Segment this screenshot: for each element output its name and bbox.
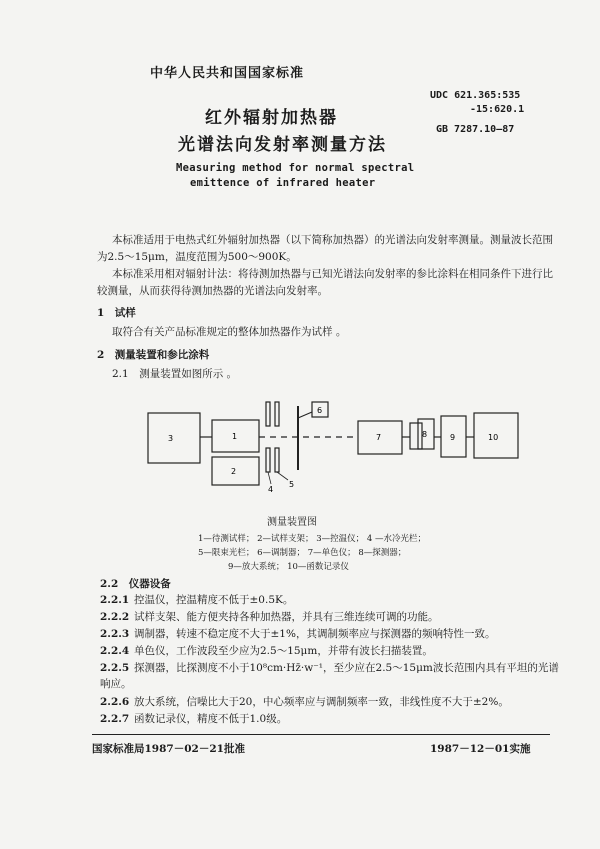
issuing-agency: 中华人民共和国国家标准	[150, 66, 305, 81]
section-1-text: 取符合有关产品标准规定的整体加热器作为试样 。	[112, 326, 347, 338]
equipment-item	[100, 643, 433, 658]
section-2-2-heading: 2.2 仪器设备	[100, 578, 171, 590]
diagram-label-1: 1	[232, 432, 238, 441]
english-title-line-1: Measuring method for normal spectral	[176, 162, 415, 174]
section-1-heading: 1 试样	[97, 307, 136, 319]
item-text: 试样支架、能方便夹持各种加热器，并具有三维连续可调的功能。	[134, 611, 439, 623]
udc-code-line-1: UDC 621.365:535	[430, 90, 521, 101]
item-text: 探测器，比探测度不小于10⁸cm·Hz̄·w⁻¹，至少应在2.5～15μm波长范围内具有平坦的光谱	[134, 662, 559, 674]
equipment-item	[100, 660, 559, 675]
diagram-label-8: 8	[422, 430, 428, 439]
equipment-item	[100, 626, 495, 641]
gb-standard-number: GB 7287.10—87	[436, 124, 515, 135]
footer-divider	[92, 734, 550, 735]
equipment-item	[100, 609, 439, 624]
diagram-label-10: 10	[488, 433, 499, 442]
equipment-item-continuation: 响应。	[100, 678, 132, 690]
intro-paragraph-2-line-1: 本标准采用相对辐射计法：将待测加热器与已知光谱法向发射率的参比涂料在相同条件下进行比	[112, 268, 553, 280]
title-line-2: 光谱法向发射率测量方法	[178, 135, 387, 155]
diagram-legend-line-2: 5—限束光栏； 6—调制器； 7—单色仪； 8—探测器；	[198, 548, 407, 558]
water-cooled-stop-upper	[266, 402, 270, 426]
item-text: 单色仪，工作波段至少应为2.5～15μm，并带有波长扫描装置。	[134, 645, 433, 657]
item-number: 2.2.2	[100, 611, 130, 623]
approval-date: 国家标准局1987－02－21批准	[92, 743, 245, 755]
item-text: 放大系统，信噪比大于20，中心频率应与调制频率一致，非线性度不大于±2%。	[134, 696, 509, 708]
intro-paragraph-1-line-1: 本标准适用于电热式红外辐射加热器（以下简称加热器）的光谱法向发射率测量。测量波长范围	[112, 234, 553, 246]
water-cooled-stop-lower	[266, 448, 270, 472]
item-number: 2.2.5	[100, 662, 130, 674]
diagram-legend-line-1: 1—待测试样； 2—试样支架； 3—控温仪； 4 —水冷光栏；	[198, 534, 426, 544]
item-number: 2.2.6	[100, 696, 130, 708]
item-number: 2.2.3	[100, 628, 130, 640]
diagram-caption: 测量装置图	[267, 517, 317, 528]
item-number: 2.2.4	[100, 645, 130, 657]
diagram-label-2: 2	[231, 467, 237, 476]
diagram-label-3: 3	[168, 434, 174, 443]
section-2-1-text: 2.1 测量装置如图所示 。	[112, 368, 238, 380]
beam-stop-lower	[275, 448, 279, 472]
item-text: 控温仪，控温精度不低于±0.5K。	[134, 594, 294, 606]
diagram-legend-line-3: 9—放大系统； 10—函数记录仪	[228, 562, 349, 572]
diagram-label-6: 6	[317, 406, 323, 415]
english-title-line-2: emittence of infrared heater	[190, 177, 376, 189]
equipment-item	[100, 592, 293, 607]
intro-paragraph-1-line-2: 为2.5～15μm，温度范围为500～900K。	[97, 251, 297, 263]
diagram-label-5: 5	[289, 480, 295, 489]
implementation-date: 1987－12－01实施	[430, 743, 531, 755]
beam-stop-upper	[275, 402, 279, 426]
equipment-item	[100, 711, 287, 726]
box-temperature-controller	[148, 413, 200, 463]
udc-code-line-2: -15:620.1	[470, 104, 525, 115]
diagram-label-9: 9	[450, 433, 456, 442]
title-line-1: 红外辐射加热器	[205, 108, 338, 128]
diagram-label-7: 7	[376, 433, 382, 442]
intro-paragraph-2-line-2: 较测量，从而获得待测加热器的光谱法向发射率。	[97, 285, 328, 297]
section-2-heading: 2 测量装置和参比涂料	[97, 349, 210, 361]
item-number: 2.2.1	[100, 594, 130, 606]
diagram-label-4: 4	[268, 485, 274, 494]
item-number: 2.2.7	[100, 713, 130, 725]
equipment-item	[100, 694, 509, 709]
item-text: 函数记录仪，精度不低于1.0级。	[134, 713, 288, 725]
item-text: 调制器，转速不稳定度不大于±1%，其调制频率应与探测器的频响特性一致。	[134, 628, 496, 640]
